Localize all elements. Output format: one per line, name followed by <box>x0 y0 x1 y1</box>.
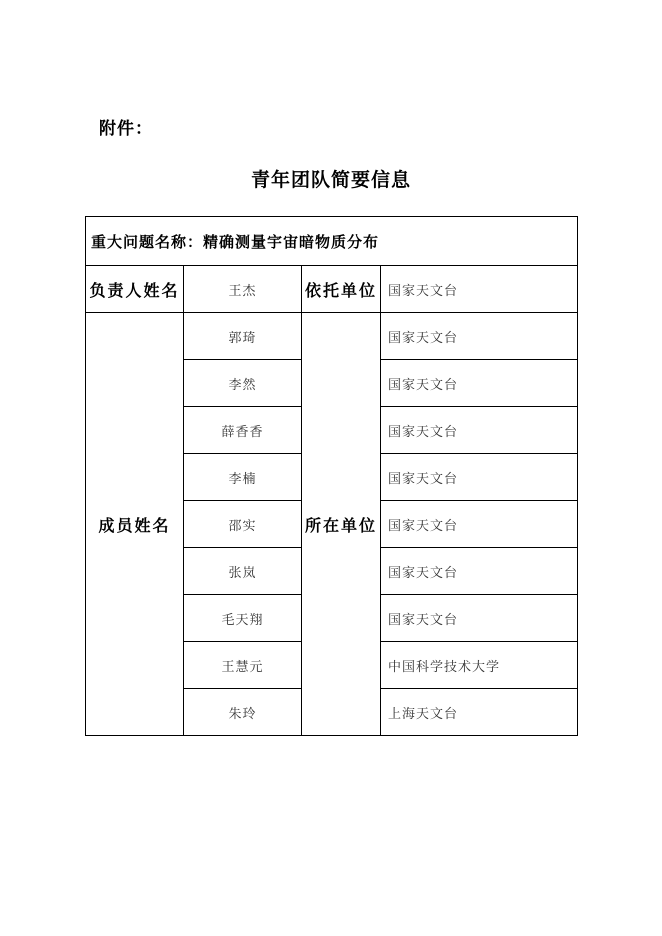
leader-name: 王杰 <box>184 266 302 313</box>
team-info-table <box>85 216 578 736</box>
problem-cell <box>86 217 578 266</box>
leader-label: 负责人姓名 <box>86 266 184 313</box>
member-name: 毛天翔 <box>184 595 302 642</box>
member-org: 上海天文台 <box>381 689 578 736</box>
member-name: 李然 <box>184 360 302 407</box>
attachment-label: 附件： <box>99 119 153 139</box>
member-org: 国家天文台 <box>381 313 578 360</box>
problem-label: 重大问题名称： <box>91 232 204 251</box>
member-org: 国家天文台 <box>381 548 578 595</box>
leader-org-label: 依托单位 <box>302 266 381 313</box>
member-org: 国家天文台 <box>381 595 578 642</box>
member-org: 国家天文台 <box>381 360 578 407</box>
members-org-label: 所在单位 <box>302 313 381 736</box>
page-title: 青年团队简要信息 <box>250 169 411 191</box>
member-row <box>86 313 578 360</box>
member-name: 王慧元 <box>184 642 302 689</box>
member-name: 朱玲 <box>184 689 302 736</box>
member-name: 张岚 <box>184 548 302 595</box>
member-name: 郭琦 <box>184 313 302 360</box>
member-org: 中国科学技术大学 <box>381 642 578 689</box>
member-org: 国家天文台 <box>381 501 578 548</box>
member-org: 国家天文台 <box>381 454 578 501</box>
member-org: 国家天文台 <box>381 407 578 454</box>
member-name: 薛香香 <box>184 407 302 454</box>
problem-row <box>86 217 578 266</box>
member-name: 邵实 <box>184 501 302 548</box>
members-label: 成员姓名 <box>86 313 184 736</box>
member-name: 李楠 <box>184 454 302 501</box>
leader-row <box>86 266 578 313</box>
problem-value: 精确测量宇宙暗物质分布 <box>203 232 380 251</box>
leader-org: 国家天文台 <box>381 266 578 313</box>
